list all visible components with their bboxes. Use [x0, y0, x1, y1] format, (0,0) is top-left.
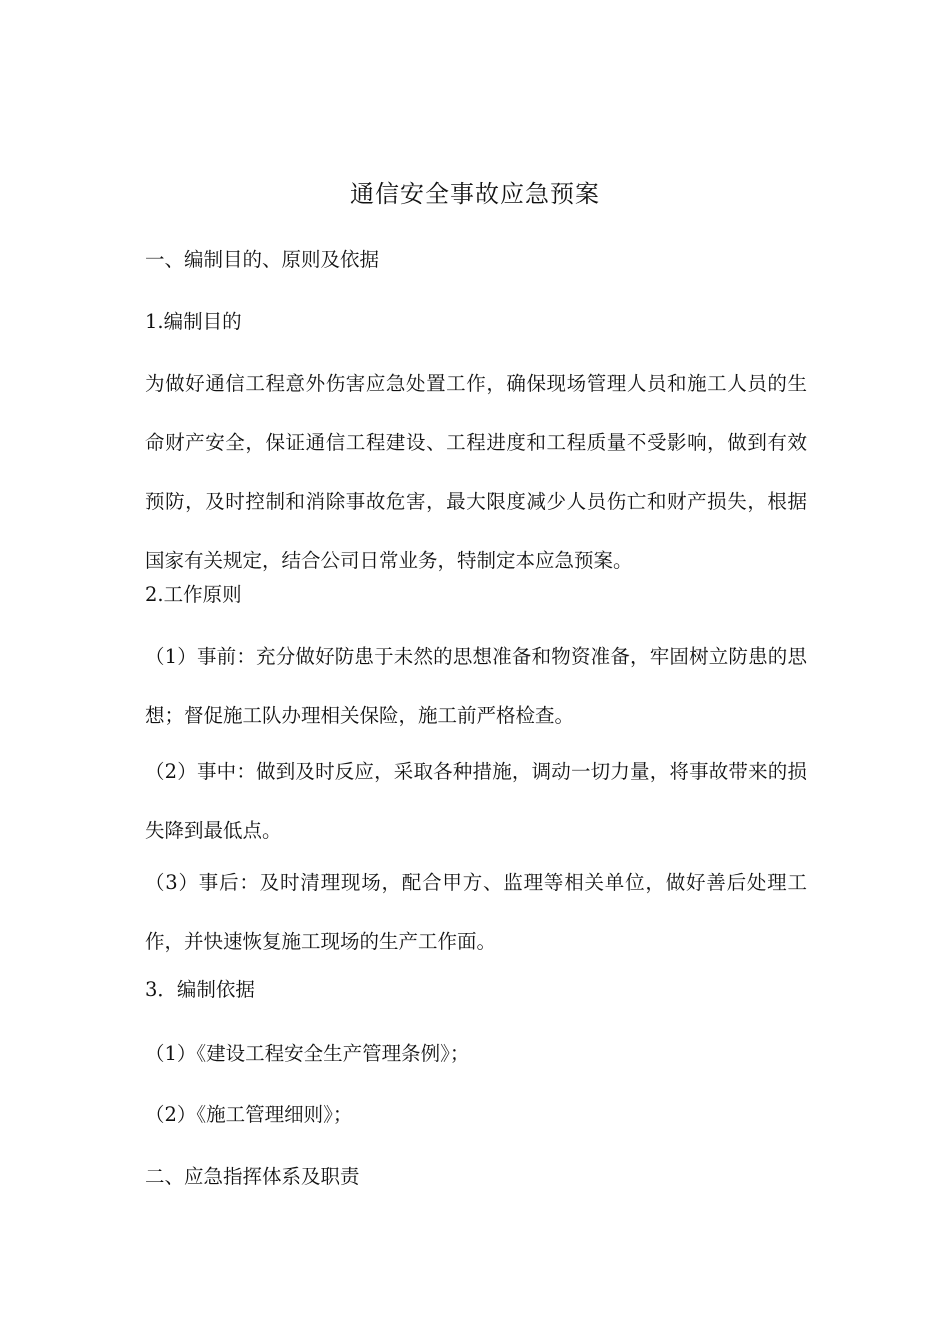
basis-item-1: （1）《建设工程安全生产管理条例》；	[145, 1042, 470, 1065]
subheading-purpose: 1.编制目的	[145, 310, 242, 333]
purpose-paragraph: 为做好通信工程意外伤害应急处置工作，确保现场管理人员和施工人员的生命财产安全，保证通信工程建设、工程进度和工程质量不受影响，做到有效预防，及时控制和消除事故危害，最大限度减少人员伤亡和财产损失，根据国家有关规定，结合公司日常业务，特制定本应急预案。	[145, 372, 807, 572]
section-heading-2: 二、应急指挥体系及职责	[145, 1165, 360, 1188]
document-title: 通信安全事故应急预案	[350, 180, 600, 208]
subheading-basis: 3．编制依据	[145, 978, 255, 1001]
principle-item-after: （3）事后：及时清理现场，配合甲方、监理等相关单位，做好善后处理工作，并快速恢复施工现场的生产工作面。	[145, 871, 807, 953]
basis-item-2: （2）《施工管理细则》；	[145, 1103, 353, 1126]
subheading-principles: 2.工作原则	[145, 583, 242, 606]
principle-item-during: （2）事中：做到及时反应，采取各种措施，调动一切力量，将事故带来的损失降到最低点。	[145, 760, 807, 842]
section-heading-1: 一、编制目的、原则及依据	[145, 248, 380, 271]
principle-item-before: （1）事前：充分做好防患于未然的思想准备和物资准备，牢固树立防患的思想；督促施工队办理相关保险，施工前严格检查。	[145, 645, 807, 727]
